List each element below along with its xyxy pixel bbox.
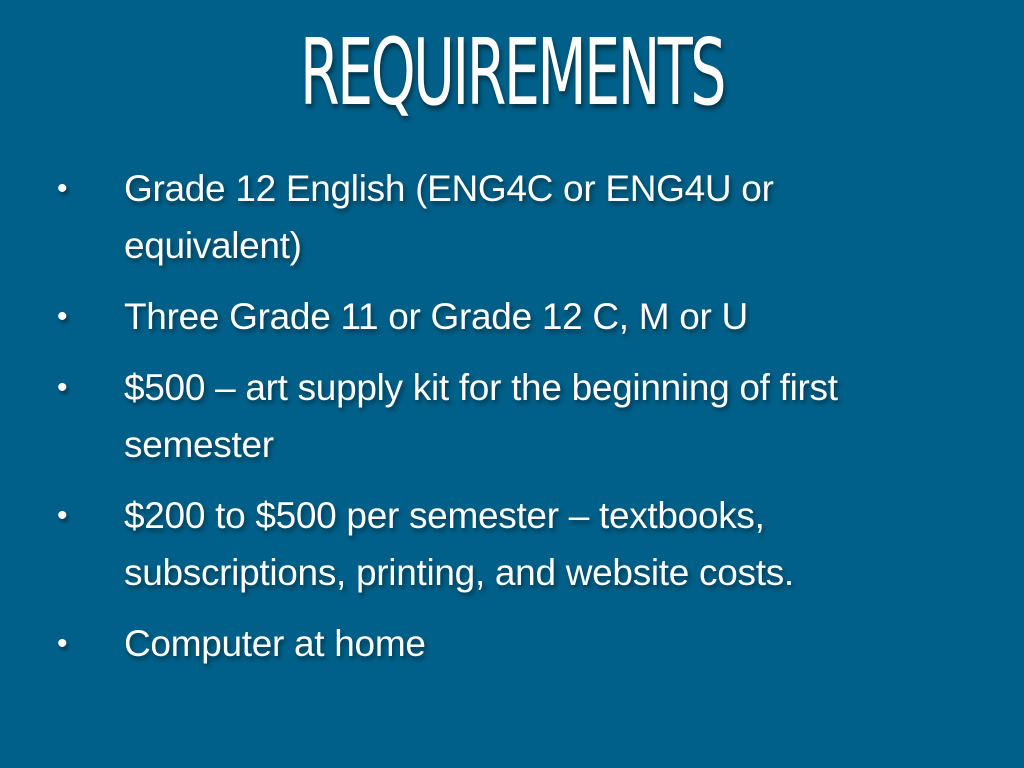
bullet-icon: •: [57, 371, 68, 404]
bullet-icon: •: [57, 499, 68, 532]
slide-title: REQUIREMENTS: [299, 19, 725, 126]
bullet-item-semester-costs: [0, 487, 1024, 601]
bullet-icon: •: [57, 172, 68, 205]
bullet-icon: •: [57, 300, 68, 333]
bullet-text: Grade 12 English (ENG4C or ENG4U or equivalent): [124, 168, 774, 266]
bullet-text: Computer at home: [124, 623, 426, 664]
bullet-item-courses: [0, 288, 1024, 345]
bullet-item-computer: [0, 615, 1024, 672]
bullet-text: Three Grade 11 or Grade 12 C, M or U: [124, 296, 748, 337]
bullet-list: [0, 160, 1024, 686]
bullet-icon: •: [57, 627, 68, 660]
bullet-text: $500 – art supply kit for the beginning of first semester: [124, 367, 838, 465]
bullet-text: $200 to $500 per semester – textbooks, subscriptions, printing, and website costs.: [124, 495, 794, 593]
bullet-item-art-kit: [0, 359, 1024, 473]
bullet-item-english: [0, 160, 1024, 274]
